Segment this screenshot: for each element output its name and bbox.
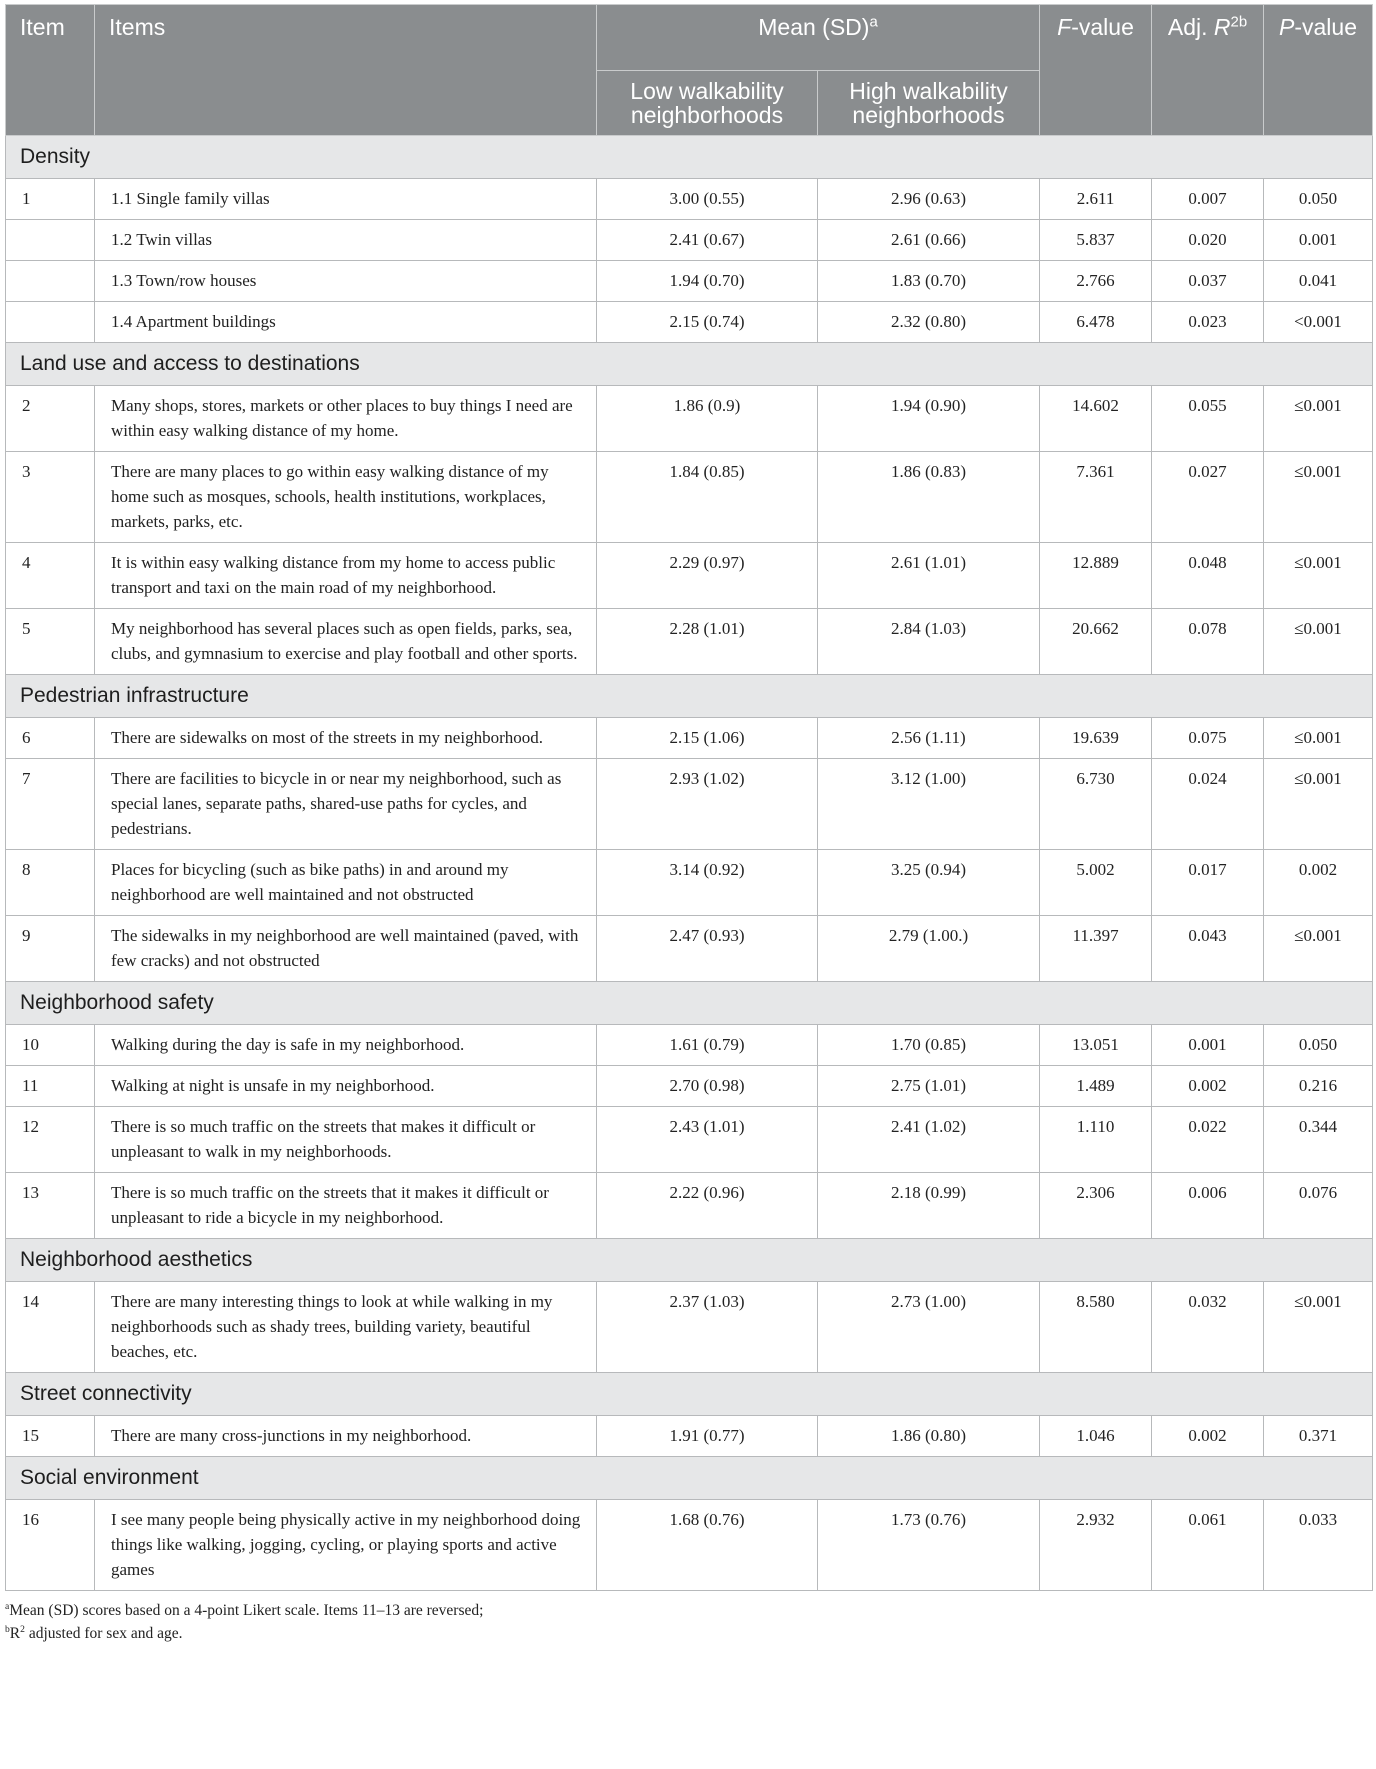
high-walkability-cell: 1.86 (0.80) <box>818 1416 1040 1457</box>
high-walkability-cell: 2.61 (0.66) <box>818 220 1040 261</box>
f-value-cell: 2.611 <box>1040 179 1152 220</box>
section-title: Neighborhood aesthetics <box>6 1239 1373 1282</box>
adj-r2-cell: 0.020 <box>1152 220 1264 261</box>
low-walkability-cell: 2.29 (0.97) <box>597 543 818 609</box>
footnote-a: $^a$Mean (SD) scores based on a 4-point Likert scale. Items 11–13 are reversed; <box>5 1600 484 1619</box>
item-number-cell: 12 <box>6 1107 95 1173</box>
item-number-cell: 4 <box>6 543 95 609</box>
p-value-cell: ≤0.001 <box>1264 543 1373 609</box>
f-value-cell: 19.639 <box>1040 718 1152 759</box>
section-row <box>6 1373 1373 1416</box>
low-walkability-cell: 1.61 (0.79) <box>597 1025 818 1066</box>
table-row <box>6 1282 1373 1373</box>
table-row <box>6 386 1373 452</box>
item-text-cell: There are many places to go within easy walking distance of my home such as mosques, schools, health institutions, workplaces, markets, parks, etc. <box>95 452 597 543</box>
adj-r2-cell: 0.043 <box>1152 916 1264 982</box>
item-text-cell: There are facilities to bicycle in or near my neighborhood, such as special lanes, separate paths, shared-use paths for cycles, and pedestrians. <box>95 759 597 850</box>
section-title: Social environment <box>6 1457 1373 1500</box>
table-row <box>6 718 1373 759</box>
table-row <box>6 609 1373 675</box>
table-row <box>6 759 1373 850</box>
table-row <box>6 220 1373 261</box>
p-value-cell: 0.001 <box>1264 220 1373 261</box>
table-row <box>6 179 1373 220</box>
f-value-cell: 8.580 <box>1040 1282 1152 1373</box>
section-title: Neighborhood safety <box>6 982 1373 1025</box>
f-value-cell: 2.766 <box>1040 261 1152 302</box>
p-value-cell: ≤0.001 <box>1264 452 1373 543</box>
table-row <box>6 1500 1373 1591</box>
item-text-cell: 1.4 Apartment buildings <box>95 302 597 343</box>
high-walkability-cell: 2.41 (1.02) <box>818 1107 1040 1173</box>
table-header <box>6 5 1373 136</box>
high-walkability-cell: 2.79 (1.00.) <box>818 916 1040 982</box>
p-value-cell: ≤0.001 <box>1264 916 1373 982</box>
high-walkability-cell: 3.12 (1.00) <box>818 759 1040 850</box>
footnote-b: $^bR^2$ adjusted for sex and age. <box>5 1623 183 1642</box>
f-value-cell: 5.837 <box>1040 220 1152 261</box>
adj-r2-cell: 0.023 <box>1152 302 1264 343</box>
low-walkability-cell: 1.91 (0.77) <box>597 1416 818 1457</box>
header-f-value: F-value <box>1040 5 1152 136</box>
low-walkability-cell: 2.70 (0.98) <box>597 1066 818 1107</box>
item-number-cell: 6 <box>6 718 95 759</box>
p-value-cell: 0.050 <box>1264 1025 1373 1066</box>
item-text-cell: Places for bicycling (such as bike paths) in and around my neighborhood are well maintained and not obstructed <box>95 850 597 916</box>
item-text-cell: 1.1 Single family villas <box>95 179 597 220</box>
low-walkability-cell: 1.84 (0.85) <box>597 452 818 543</box>
low-walkability-cell: 2.41 (0.67) <box>597 220 818 261</box>
table-row <box>6 1025 1373 1066</box>
header-item: Item <box>6 5 95 136</box>
results-table <box>5 4 1373 1591</box>
item-number-cell: 3 <box>6 452 95 543</box>
item-text-cell: There is so much traffic on the streets that it makes it difficult or unpleasant to ride a bicycle in my neighborhood. <box>95 1173 597 1239</box>
table-row <box>6 1173 1373 1239</box>
high-walkability-cell: 2.18 (0.99) <box>818 1173 1040 1239</box>
f-value-cell: 2.306 <box>1040 1173 1152 1239</box>
high-walkability-cell: 2.96 (0.63) <box>818 179 1040 220</box>
p-value-cell: 0.050 <box>1264 179 1373 220</box>
low-walkability-cell: 3.14 (0.92) <box>597 850 818 916</box>
f-value-cell: 13.051 <box>1040 1025 1152 1066</box>
low-walkability-cell: 2.37 (1.03) <box>597 1282 818 1373</box>
table-container <box>5 4 1372 1645</box>
header-mean-sd: Mean (SD)$^a$ <box>597 5 1040 71</box>
f-value-cell: 7.361 <box>1040 452 1152 543</box>
section-row <box>6 675 1373 718</box>
f-value-cell: 5.002 <box>1040 850 1152 916</box>
high-walkability-cell: 2.84 (1.03) <box>818 609 1040 675</box>
p-value-cell: ≤0.001 <box>1264 759 1373 850</box>
item-text-cell: 1.2 Twin villas <box>95 220 597 261</box>
f-value-cell: 1.046 <box>1040 1416 1152 1457</box>
table-row <box>6 302 1373 343</box>
item-text-cell: 1.3 Town/row houses <box>95 261 597 302</box>
high-walkability-cell: 2.61 (1.01) <box>818 543 1040 609</box>
item-number-cell: 11 <box>6 1066 95 1107</box>
high-walkability-cell: 1.94 (0.90) <box>818 386 1040 452</box>
section-row <box>6 982 1373 1025</box>
table-body <box>6 136 1373 1591</box>
f-value-cell: 14.602 <box>1040 386 1152 452</box>
item-number-cell <box>6 261 95 302</box>
p-value-cell: 0.371 <box>1264 1416 1373 1457</box>
high-walkability-cell: 1.70 (0.85) <box>818 1025 1040 1066</box>
low-walkability-cell: 1.86 (0.9) <box>597 386 818 452</box>
adj-r2-cell: 0.075 <box>1152 718 1264 759</box>
p-value-cell: 0.041 <box>1264 261 1373 302</box>
f-value-cell: 20.662 <box>1040 609 1152 675</box>
table-row <box>6 1416 1373 1457</box>
item-number-cell: 7 <box>6 759 95 850</box>
low-walkability-cell: 2.93 (1.02) <box>597 759 818 850</box>
p-value-cell: ≤0.001 <box>1264 609 1373 675</box>
low-walkability-cell: 3.00 (0.55) <box>597 179 818 220</box>
low-walkability-cell: 2.22 (0.96) <box>597 1173 818 1239</box>
p-value-cell: 0.076 <box>1264 1173 1373 1239</box>
section-title: Street connectivity <box>6 1373 1373 1416</box>
f-value-cell: 2.932 <box>1040 1500 1152 1591</box>
item-text-cell: It is within easy walking distance from my home to access public transport and taxi on the main road of my neighborhood. <box>95 543 597 609</box>
adj-r2-cell: 0.037 <box>1152 261 1264 302</box>
p-value-cell: 0.033 <box>1264 1500 1373 1591</box>
item-number-cell: 13 <box>6 1173 95 1239</box>
header-p-value: P-value <box>1264 5 1373 136</box>
item-text-cell: There are many cross-junctions in my neighborhood. <box>95 1416 597 1457</box>
item-number-cell: 1 <box>6 179 95 220</box>
low-walkability-cell: 2.47 (0.93) <box>597 916 818 982</box>
section-row <box>6 343 1373 386</box>
p-value-cell: ≤0.001 <box>1264 386 1373 452</box>
p-value-cell: ≤0.001 <box>1264 1282 1373 1373</box>
section-title: Land use and access to destinations <box>6 343 1373 386</box>
table-row <box>6 850 1373 916</box>
f-value-cell: 1.110 <box>1040 1107 1152 1173</box>
table-row <box>6 452 1373 543</box>
adj-r2-cell: 0.024 <box>1152 759 1264 850</box>
adj-r2-cell: 0.017 <box>1152 850 1264 916</box>
header-items: Items <box>95 5 597 136</box>
f-value-cell: 11.397 <box>1040 916 1152 982</box>
low-walkability-cell: 2.28 (1.01) <box>597 609 818 675</box>
section-row <box>6 1457 1373 1500</box>
high-walkability-cell: 2.73 (1.00) <box>818 1282 1040 1373</box>
section-title: Pedestrian infrastructure <box>6 675 1373 718</box>
item-number-cell: 5 <box>6 609 95 675</box>
item-number-cell <box>6 302 95 343</box>
p-value-cell: 0.344 <box>1264 1107 1373 1173</box>
adj-r2-cell: 0.002 <box>1152 1066 1264 1107</box>
low-walkability-cell: 2.15 (0.74) <box>597 302 818 343</box>
adj-r2-cell: 0.027 <box>1152 452 1264 543</box>
item-number-cell: 2 <box>6 386 95 452</box>
adj-r2-cell: 0.032 <box>1152 1282 1264 1373</box>
item-number-cell <box>6 220 95 261</box>
adj-r2-cell: 0.006 <box>1152 1173 1264 1239</box>
item-number-cell: 16 <box>6 1500 95 1591</box>
section-row <box>6 136 1373 179</box>
low-walkability-cell: 1.94 (0.70) <box>597 261 818 302</box>
item-number-cell: 10 <box>6 1025 95 1066</box>
item-text-cell: There are sidewalks on most of the streets in my neighborhood. <box>95 718 597 759</box>
high-walkability-cell: 1.73 (0.76) <box>818 1500 1040 1591</box>
high-walkability-cell: 1.83 (0.70) <box>818 261 1040 302</box>
item-number-cell: 15 <box>6 1416 95 1457</box>
low-walkability-cell: 2.15 (1.06) <box>597 718 818 759</box>
item-number-cell: 9 <box>6 916 95 982</box>
f-value-cell: 12.889 <box>1040 543 1152 609</box>
adj-r2-cell: 0.002 <box>1152 1416 1264 1457</box>
p-value-cell: 0.002 <box>1264 850 1373 916</box>
p-value-cell: <0.001 <box>1264 302 1373 343</box>
high-walkability-cell: 3.25 (0.94) <box>818 850 1040 916</box>
adj-r2-cell: 0.061 <box>1152 1500 1264 1591</box>
high-walkability-cell: 2.75 (1.01) <box>818 1066 1040 1107</box>
item-text-cell: The sidewalks in my neighborhood are well maintained (paved, with few cracks) and not obstructed <box>95 916 597 982</box>
low-walkability-cell: 2.43 (1.01) <box>597 1107 818 1173</box>
table-row <box>6 261 1373 302</box>
adj-r2-cell: 0.022 <box>1152 1107 1264 1173</box>
header-low-walkability: Low walkability neighborhoods <box>597 71 818 136</box>
adj-r2-cell: 0.078 <box>1152 609 1264 675</box>
item-text-cell: My neighborhood has several places such as open fields, parks, sea, clubs, and gymnasium to exercise and play football and other sports. <box>95 609 597 675</box>
table-row <box>6 1066 1373 1107</box>
high-walkability-cell: 2.56 (1.11) <box>818 718 1040 759</box>
table-row <box>6 1107 1373 1173</box>
adj-r2-cell: 0.048 <box>1152 543 1264 609</box>
f-value-cell: 6.478 <box>1040 302 1152 343</box>
section-title: Density <box>6 136 1373 179</box>
section-row <box>6 1239 1373 1282</box>
item-text-cell: Walking during the day is safe in my neighborhood. <box>95 1025 597 1066</box>
table-row <box>6 543 1373 609</box>
header-adj-r2: Adj. $R^{2b}$ <box>1152 5 1264 136</box>
p-value-cell: ≤0.001 <box>1264 718 1373 759</box>
item-text-cell: There is so much traffic on the streets that makes it difficult or unpleasant to walk in my neighborhoods. <box>95 1107 597 1173</box>
table-footnotes <box>5 1599 1372 1645</box>
item-text-cell: Many shops, stores, markets or other places to buy things I need are within easy walking distance of my home. <box>95 386 597 452</box>
table-row <box>6 916 1373 982</box>
item-number-cell: 14 <box>6 1282 95 1373</box>
high-walkability-cell: 1.86 (0.83) <box>818 452 1040 543</box>
f-value-cell: 1.489 <box>1040 1066 1152 1107</box>
header-high-walkability: High walkability neighborhoods <box>818 71 1040 136</box>
f-value-cell: 6.730 <box>1040 759 1152 850</box>
item-text-cell: I see many people being physically active in my neighborhood doing things like walking, jogging, cycling, or playing sports and active games <box>95 1500 597 1591</box>
item-text-cell: There are many interesting things to look at while walking in my neighborhoods such as shady trees, building variety, beautiful beaches, etc. <box>95 1282 597 1373</box>
low-walkability-cell: 1.68 (0.76) <box>597 1500 818 1591</box>
p-value-cell: 0.216 <box>1264 1066 1373 1107</box>
adj-r2-cell: 0.007 <box>1152 179 1264 220</box>
item-number-cell: 8 <box>6 850 95 916</box>
item-text-cell: Walking at night is unsafe in my neighborhood. <box>95 1066 597 1107</box>
high-walkability-cell: 2.32 (0.80) <box>818 302 1040 343</box>
adj-r2-cell: 0.055 <box>1152 386 1264 452</box>
adj-r2-cell: 0.001 <box>1152 1025 1264 1066</box>
